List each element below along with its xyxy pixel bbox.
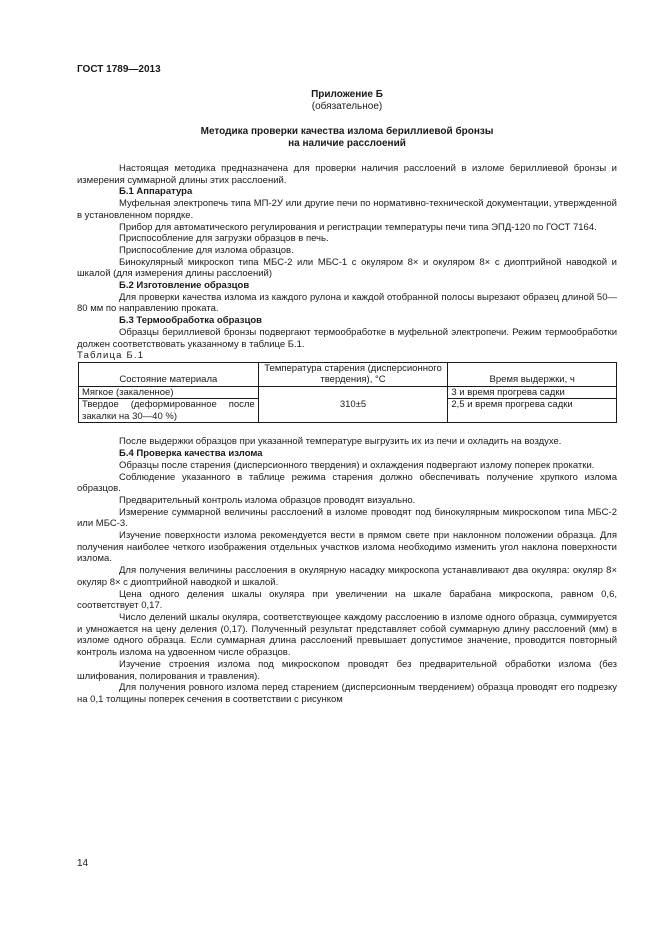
section-b4-p3: Предварительный контроль излома образцов проводят визуально. xyxy=(119,494,416,506)
section-b4-p5: Изучение поверхности излома рекомендуется вести в прямом свете при наклонном положении образца. Для получения наиболее четкого изображения отдельных участков излома необходимо изменить угол наклона поверхности излома. xyxy=(77,530,617,565)
section-b1-heading: Б.1 Аппаратура xyxy=(119,186,193,198)
section-b3-p1: Образцы бериллиевой бронзы подвергают термообработке в муфельной электропечи. Режим термообработки должен соответствовать указанному в таблице Б.1. xyxy=(77,326,617,350)
section-b4-p2: Соблюдение указанного в таблице режима старения должно обеспечивать получение хрупкого излома образцов. xyxy=(77,471,617,495)
section-b4-heading: Б.4 Проверка качества излома xyxy=(119,448,263,460)
table-b1 xyxy=(78,362,617,424)
section-b4-p6: Для получения величины расслоения в окулярную насадку микроскопа устанавливают два окуляра: окуляр 8× окуляр 8× с диоптрийной наводкой и шкалой. xyxy=(77,565,617,588)
table-header-temperature: Температура старения (дисперсионного твердения), °С xyxy=(258,362,448,386)
section-b3-heading: Б.3 Термообработка образцов xyxy=(119,315,262,327)
intro-paragraph: Настоящая методика предназначена для проверки наличия расслоений в изломе бериллиевой бронзы и измерения суммарной длины этих расслоений. xyxy=(77,163,617,186)
table-cell-time: 2,5 и время прогрева садки xyxy=(448,399,617,423)
section-b4-p1: Образцы после старения (дисперсионного твердения) и охлаждения подвергают излому поперек прокатки. xyxy=(119,459,595,471)
section-b4-p7: Цена одного деления шкалы окуляра при увеличении на шкале барабана микроскопа, равном 0,6, соответствует 0,17. xyxy=(77,588,617,612)
section-b1-p2: Прибор для автоматического регулирования и регистрации температуры печи типа ЭПД-120 по ГОСТ 7164. xyxy=(119,221,597,233)
after-table-paragraph: После выдержки образцов при указанной температуре выгрузить их из печи и охладить на воздухе. xyxy=(119,436,562,448)
page-number: 14 xyxy=(77,858,89,869)
appendix-heading-line1: Методика проверки качества излома бериллиевой бронзы xyxy=(200,126,494,137)
section-b2-heading: Б.2 Изготовление образцов xyxy=(119,280,250,292)
appendix-subtitle: (обязательное) xyxy=(311,101,383,112)
section-b4-p8: Число делений шкалы окуляра, соответствующее каждому расслоению в изломе одного образца, суммируется и умножается на цену деления (0,17). Полученный результат представляет собой суммарную длину расслоений (мм) в изломе одного образца. Если суммарная длина расслоений превышает допустимое значение, проводится повторный контроль излома на удвоенном числе образцов. xyxy=(77,612,617,659)
table-cell-state: Мягкое (закаленное) xyxy=(79,386,259,399)
section-b1-p1: Муфельная электропечь типа МП-2У или другие печи по нормативно-технической документации, утвержденной в установленном порядке. xyxy=(77,198,617,221)
table-caption: Таблица Б.1 xyxy=(77,350,145,362)
appendix-title: Приложение Б xyxy=(311,89,383,100)
appendix-heading-line2: на наличие расслоений xyxy=(288,138,406,149)
table-cell-state: Твердое (деформированное после закалки на 30—40 %) xyxy=(79,399,259,423)
section-b2-p1: Для проверки качества излома из каждого рулона и каждой отобранной полосы вырезают образец длиной 50—80 мм по направлению проката. xyxy=(77,291,617,315)
section-b1-p3: Приспособление для загрузки образцов в печь. xyxy=(119,233,329,245)
section-b4-p4: Измерение суммарной величины расслоений в изломе проводят под бинокулярным микроскопом типа МБС-2 или МБС-3. xyxy=(77,506,617,530)
section-b1-p5: Бинокулярный микроскоп типа МБС-2 или МБС-1 с окуляром 8× и окуляром 8× с диоптрийной наводкой и шкалой (для измерения длины расслоений) xyxy=(77,256,617,280)
document-body xyxy=(77,163,617,706)
section-b4-p9: Изучение строения излома под микроскопом проводят без предварительной обработки излома (без шлифования, полирования и травления). xyxy=(77,658,617,682)
table-header-row xyxy=(79,362,617,386)
document-header: ГОСТ 1789—2013 xyxy=(77,64,161,75)
table-row xyxy=(79,386,617,399)
table-cell-temperature: 310±5 xyxy=(258,386,448,423)
section-b1-p4: Приспособление для излома образцов. xyxy=(119,244,294,256)
table-cell-time: 3 и время прогрева садки xyxy=(448,386,617,399)
table-header-time: Время выдержки, ч xyxy=(448,362,617,386)
section-b4-p10: Для получения ровного излома перед старением (дисперсионным твердением) образца проводят его подрезку на 0,1 толщины поперек сечения в соответствии с рисунком xyxy=(77,682,617,705)
table-header-state: Состояние материала xyxy=(79,362,259,386)
